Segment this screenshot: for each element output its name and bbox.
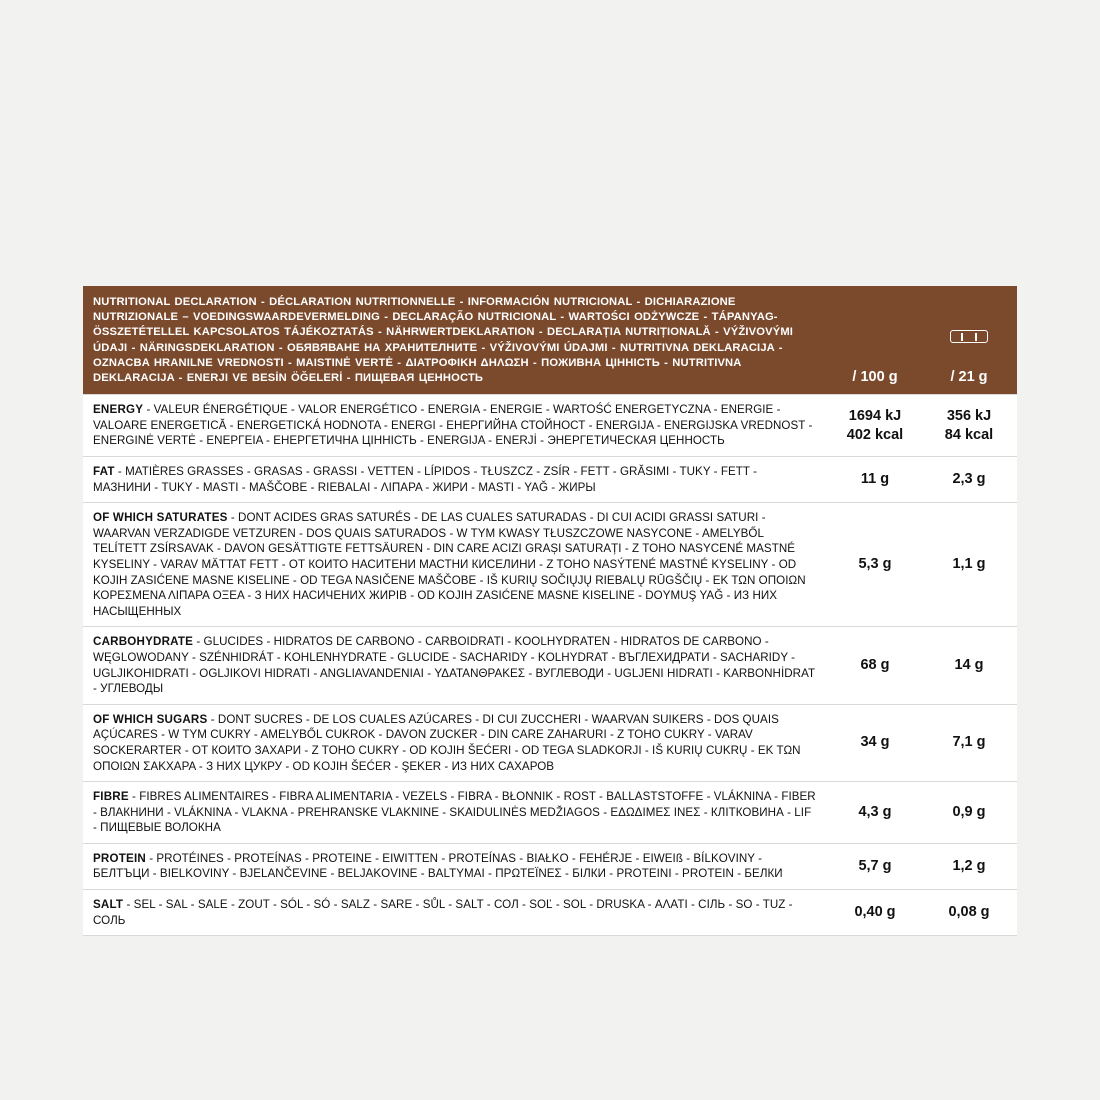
nutrient-names-salt xyxy=(83,890,829,935)
nutrient-label-energy: ENERGY xyxy=(93,403,144,417)
value-energy-per-100g-kcal: 402 kcal xyxy=(846,426,904,443)
value-energy-per-portion-kj: 356 kJ xyxy=(946,407,992,424)
value-protein-per-portion: 1,2 g xyxy=(952,857,986,874)
table-row xyxy=(83,704,1017,781)
nutrient-names-sugars xyxy=(83,705,829,781)
value-fat-per-100g: 11 g xyxy=(860,471,890,488)
value-salt-per-100g: 0,40 g xyxy=(854,904,896,921)
nutrient-label-salt: SALT xyxy=(93,898,124,912)
value-saturates-per-portion: 1,1 g xyxy=(952,556,986,573)
nutrient-translations-fibre: - FIBRES ALIMENTAIRES - FIBRA ALIMENTARIA - VEZELS - FIBRA - BŁONNIK - ROST - BALLASTSTOFFE - VLÁKNINA - FIBER - ВЛАКНИНИ - VLÁKNINA - VLAKNA - PREHRANSKE VLAKNINE - SKAIDULINĖS MEDŽIAGOS - ΕΔΩΔΙΜΕΣ ΙΝΕΣ - КЛІТКОВИНА - LIF - ПИЩЕВЫЕ ВОЛОКНА xyxy=(93,790,816,835)
table-row xyxy=(83,502,1017,626)
nutrient-names-fat xyxy=(83,457,829,502)
nutritional-declaration-title: NUTRITIONAL DECLARATION - DÉCLARATION NUTRITIONNELLE - INFORMACIÓN NUTRICIONAL - DICHIARAZIONE NUTRIZIONALE – VOEDINGSWAARDEVERMELDING - DECLARAÇÃO NUTRICIONAL - WARTOŚCI ODŻYWCZE - TÁPANYAG-ÖSSZETÉTELLEL KAPCSOLATOS TÁJÉKOZTATÁS - NÄHRWERTDEKLARATION - DECLARAȚIA NUTRIȚIONALĂ - VÝŽIVOVÝMI ÚDAJI - NÄRINGSDEKLARATION - ОБЯВЯВАНЕ НА ХРАНИТЕЛНИТЕ - VÝŽIVOVÝMI ÚDAJMI - NUTRITIVNA DEKLARACIJA - OZNACBA HRANILNE VREDNOSTI - MAISTINĖ VERTĖ - ΔΙΑΤΡΟΦΙΚΗ ΔΗΛΩΣΗ - ПОЖИВНА ЦІННІСТЬ - NUTRITIVNA DEKLARACIJA - ENERJI VE BESİN ÖĞELERİ - ПИЩЕВАЯ ЦЕННОСТЬ xyxy=(93,296,794,385)
nutrient-names-fibre xyxy=(83,782,829,843)
cereal-bar-icon xyxy=(950,330,988,343)
table-row xyxy=(83,781,1017,843)
nutrient-label-fat: FAT xyxy=(93,465,115,478)
value-salt-per-portion: 0,08 g xyxy=(948,904,990,921)
table-header xyxy=(83,286,1017,394)
nutrient-translations-fat: - MATIÈRES GRASSES - GRASAS - GRASSI - VETTEN - LÍPIDOS - TŁUSZCZ - ZSÍR - FETT - GRĂSIMI - TUKY - FETT - МАЗНИНИ - TUKY - MASTI - MAŠČOBE - RIEBALAI - ΛΙΠΑΡΑ - ЖИРИ - MASTI - YAĞ - ЖИРЫ xyxy=(93,465,758,494)
table-row xyxy=(83,626,1017,703)
table-row xyxy=(83,843,1017,889)
value-energy-per-100g-kj: 1694 kJ xyxy=(848,407,902,424)
nutrient-names-carbohydrate xyxy=(83,627,829,703)
table-row xyxy=(83,456,1017,502)
nutrient-label-fibre: FIBRE xyxy=(93,790,129,804)
value-sugars-per-100g: 34 g xyxy=(860,734,890,751)
value-energy-per-portion-kcal: 84 kcal xyxy=(944,426,994,443)
column-header-per-portion-label: / 21 g xyxy=(950,369,988,386)
value-saturates-per-100g: 5,3 g xyxy=(858,556,892,573)
table-row xyxy=(83,889,1017,935)
nutrient-translations-protein: - PROTÉINES - PROTEÍNAS - PROTEINE - EIWITTEN - PROTEÍNAS - BIAŁKO - FEHÉRJE - EIWEIß - BÍLKOVINY - БЕЛТЪЦИ - BIELKOVINY - BJELANČEVINE - BELJAKOVINE - BALTYMAI - ΠΡΩΤΕΪΝΕΣ - БІЛКИ - PROTEINI - PROTEIN - БЕЛКИ xyxy=(93,851,783,881)
column-header-per-100g-label: / 100 g xyxy=(852,369,898,386)
nutrient-translations-saturates: - DONT ACIDES GRAS SATURÉS - DE LAS CUALES SATURADAS - DI CUI ACIDI GRASSI SATURI - WAARVAN VERZADIGDE VETZUREN - DOS QUAIS SATURADOS - W TYM KWASY TŁUSZCZOWE NASYCONE - AMELYBŐL TELÍTETT ZSÍRSAVAK - DAVON GESÄTTIGTE FETTSÄUREN - DIN CARE ACIZI GRAȘI SATURAȚI - Z TOHO NASYCENÉ MASTNÉ KYSELINY - VARAV MÄTTAT FETT - ОТ КОИТО НАСИТЕНИ МАСТНИ КИСЕЛИНИ - Z TOHO NASÝTENÉ MASTNÉ KYSELINY - OD KOJIH ZASIĆENE MASNE KISELINE - OD TEGA NASIČENE MAŠČOBE - IŠ KURIŲ SOČIŲJŲ RIEBALŲ RŪGŠČIŲ - ΕΚ ΤΩΝ ΟΠΟΙΩΝ ΚΟΡΕΣΜΕΝΑ ΛΙΠΑΡΑ ΟΞΕΑ - З НИХ НАСИЧЕНИХ ЖИРІВ - OD KOJIH ZASIĆENE MASNE KISELINE - DOYMUŞ YAĞ - ИЗ НИХ НАСЫЩЕННЫХ xyxy=(93,511,806,618)
column-header-per-portion xyxy=(921,286,1017,394)
nutrient-names-energy xyxy=(83,395,829,456)
nutrient-translations-sugars: - DONT SUCRES - DE LOS CUALES AZÚCARES - DI CUI ZUCCHERI - WAARVAN SUIKERS - DOS QUAIS AÇÚCARES - W TYM CUKRY - AMELYBŐL CUKROK - DAVON ZUCKER - DIN CARE ZAHARURI - Z TOHO CUKRY - VARAV SOCKERARTER - ОТ КОИТО ЗАХАРИ - Z TOHO CUKRY - OD KOJIH ŠEĆERI - OD TEGA SLADKORJI - IŠ KURIŲ CUKRŲ - ΕΚ ΤΩΝ ΟΠΟΙΩΝ ΣΑΚΧΑΡΑ - З НИХ ЦУКРУ - OD KOJIH ŠEĆER - ŞEKER - ИЗ НИХ САХАРОВ xyxy=(93,712,801,773)
nutrient-label-saturates: OF WHICH SATURATES xyxy=(93,511,228,525)
nutrient-label-protein: PROTEIN xyxy=(93,851,146,865)
nutrition-table xyxy=(83,286,1017,936)
nutrient-names-protein xyxy=(83,844,829,889)
nutrient-translations-carbohydrate: - GLUCIDES - HIDRATOS DE CARBONO - CARBOIDRATI - KOOLHYDRATEN - HIDRATOS DE CARBONO - WĘGLOWODANY - SZÉNHIDRÁT - KOHLENHYDRATE - GLUCIDE - SACHARIDY - KOLHYDRAT - ВЪГЛЕХИДРАТИ - SACHARIDY - UGLJIKOHIDRATI - OGLJIKOVI HIDRATI - ANGLIAVANDENIAI - ΥΔΑΤΑΝΘΡΑΚΕΣ - ВУГЛЕВОДИ - UGLJENI HIDRATI - KARBONHİDRAT - УГЛЕВОДЫ xyxy=(93,635,815,696)
value-fibre-per-100g: 4,3 g xyxy=(858,803,892,820)
value-energy-per-100g xyxy=(829,395,921,456)
value-sugars-per-portion: 7,1 g xyxy=(952,734,986,751)
value-fibre-per-portion: 0,9 g xyxy=(952,803,986,820)
value-fat-per-portion: 2,3 g xyxy=(952,471,986,488)
nutrient-translations-energy: - VALEUR ÉNERGÉTIQUE - VALOR ENERGÉTICO - ENERGIA - ENERGIE - WARTOŚĆ ENERGETYCZNA - ENERGIE - VALOARE ENERGETICĂ - ENERGETICKÁ HODNOTA - ENERGI - ЕНЕРГИЙНА СТОЙНОСТ - ENERGIJA - ENERGIJSKA VREDNOST - ENERGINĖ VERTĖ - ΕΝΕΡΓΕΙΑ - ЕНЕРГЕТИЧНА ЦІННІСТЬ - ENERGIJA - ENERJİ - ЭНЕРГЕТИЧЕСКАЯ ЦЕННОСТЬ xyxy=(93,403,813,448)
nutrient-label-carbohydrate: CARBOHYDRATE xyxy=(93,635,194,649)
column-header-per-100g xyxy=(829,286,921,394)
table-bottom-rule xyxy=(83,935,1017,936)
nutrient-label-sugars: OF WHICH SUGARS xyxy=(93,712,208,726)
nutrient-names-saturates xyxy=(83,503,829,626)
value-carbohydrate-per-portion: 14 g xyxy=(954,657,984,674)
value-protein-per-100g: 5,7 g xyxy=(858,857,892,874)
value-energy-per-portion xyxy=(921,395,1017,456)
nutrient-translations-salt: - SEL - SAL - SALE - ZOUT - SÓL - SÓ - SALZ - SARE - SŮL - SALT - СОЛ - SOĽ - SOL - DRUSKA - ΑΛΑΤΙ - СІЛЬ - SO - TUZ - СОЛЬ xyxy=(93,898,793,927)
table-row xyxy=(83,394,1017,456)
value-carbohydrate-per-100g: 68 g xyxy=(860,657,890,674)
